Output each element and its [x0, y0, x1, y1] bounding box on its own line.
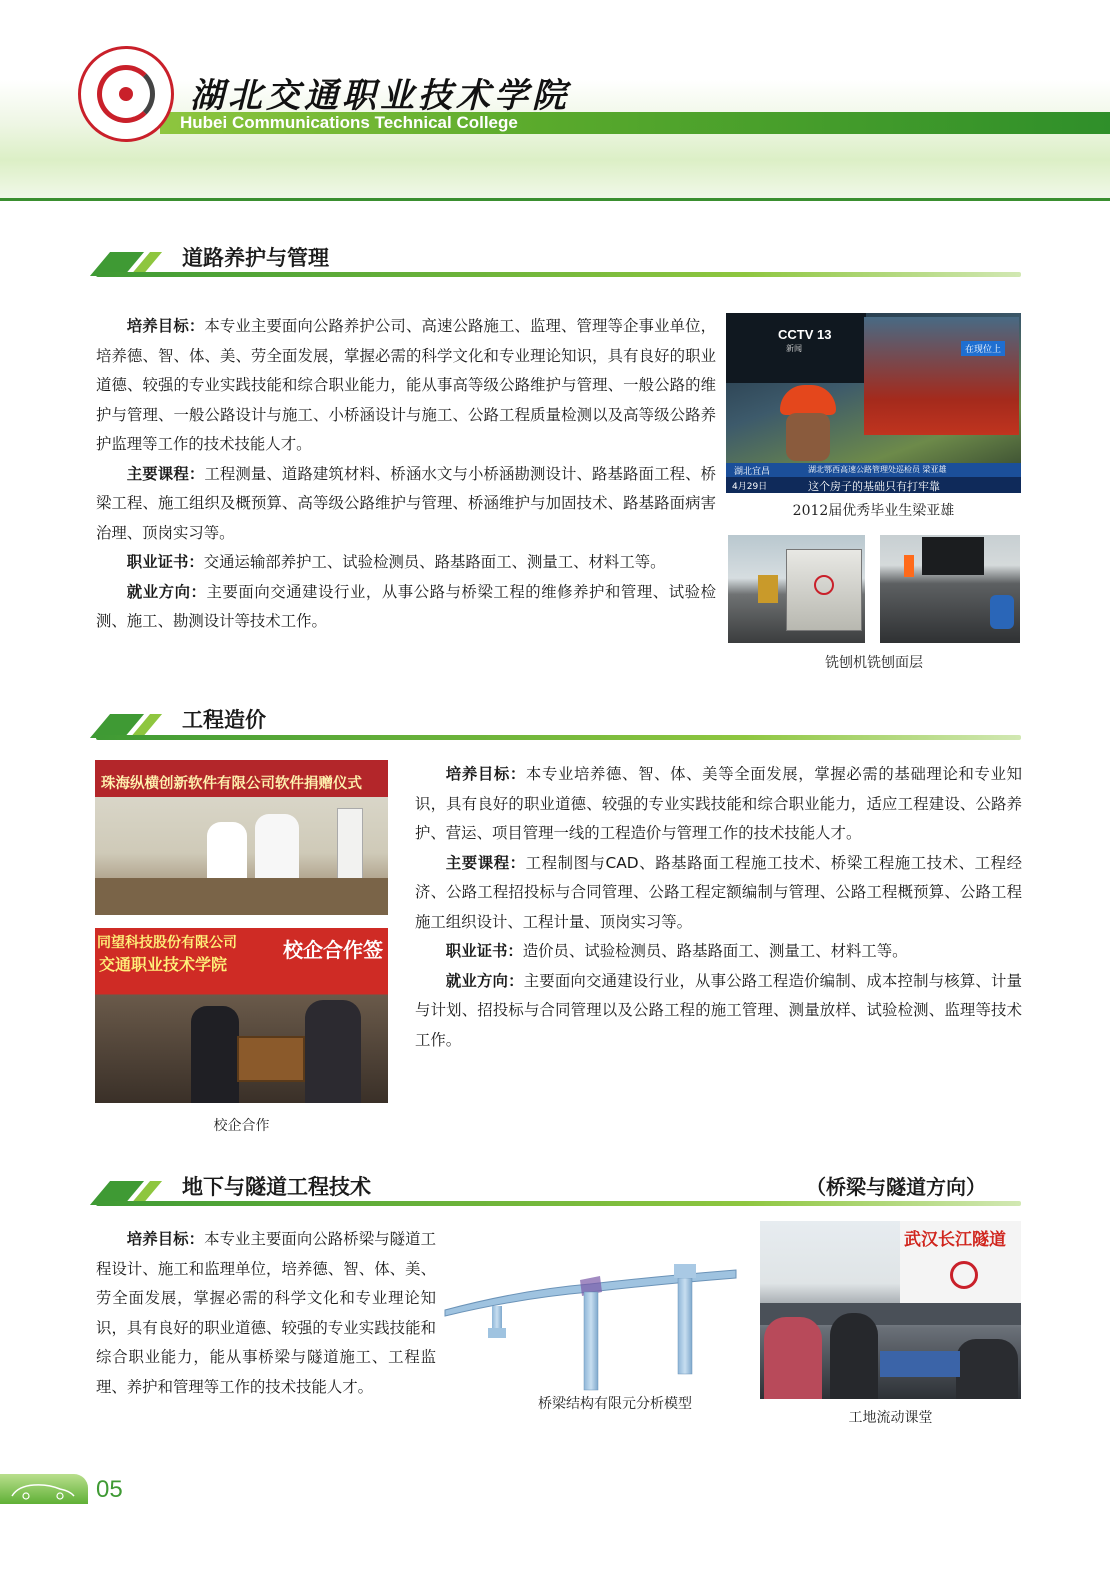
text: 本专业主要面向公路养护公司、高速公路施工、监理、管理等企事业单位，培养德、智、体、美、劳全面发展，掌握必需的科学文化和专业理论知识，具有良好的职业道德、较强的专业实践技能和综合职业能力，能从事高等级公路维护与管理、一般公路的维护与管理、一般公路设计与施工、小桥涵设计与施工、公路工程质量检测以及高等级公路养护监理等工作的技术技能人才。	[96, 317, 716, 453]
text: 交通运输部养护工、试验检测员、路基路面工、测量工、材料工等。	[203, 553, 666, 571]
text: 造价员、试验检测员、路基路面工、测量工、材料工等。	[522, 942, 908, 960]
label: 就业方向：	[126, 582, 207, 601]
table-cloth	[880, 1351, 960, 1377]
person-front-mid	[830, 1313, 878, 1399]
truck	[758, 575, 778, 603]
site-classroom-photo	[760, 1221, 1021, 1399]
car-icon	[8, 1480, 78, 1500]
header-rule	[0, 198, 1110, 201]
ceremony-photo-2	[95, 928, 388, 1103]
banner-text: 武汉长江隧道	[904, 1230, 1006, 1250]
section-rule	[96, 272, 1021, 277]
text: 工程制图与CAD、路基路面工程施工技术、桥梁工程施工技术、工程经济、公路工程招投标与合同管理、公路工程定额编制与管理、公路工程概预算、公路工程施工组织设计、工程计量、顶岗实习等。	[415, 853, 1022, 931]
section-title: 道路养护与管理	[182, 246, 329, 270]
banner-text: 校企合作签	[283, 938, 383, 962]
section-subtitle: （桥梁与隧道方向）	[806, 1175, 986, 1199]
person-front-right	[956, 1339, 1018, 1399]
inset-photo	[864, 317, 1019, 435]
milling-photo-1	[728, 535, 865, 643]
worker-kneeling	[990, 595, 1014, 629]
section-rule	[96, 735, 1021, 740]
school-name-en: Hubei Communications Technical College	[180, 113, 518, 132]
hardhat-icon	[780, 385, 836, 415]
news-photo	[726, 313, 1021, 493]
text: 工程测量、道路建筑材料、桥涵水文与小桥涵勘测设计、路基路面工程、桥梁工程、施工组织及概预算、高等级公路维护与管理、桥涵维护与加固技术、路基路面病害治理、顶岗实习等。	[96, 464, 716, 542]
section-rule	[96, 1201, 1021, 1206]
photo-caption: 工地流动课堂	[848, 1410, 933, 1426]
label: 培养目标：	[126, 317, 205, 335]
status-badge: 在现位上	[961, 341, 1005, 356]
text: 本专业培养德、智、体、美等全面发展，掌握必需的基础理论和专业知识，具有良好的职业道德、较强的专业实践技能和综合职业能力，适应工程建设、公路养护、营运、项目管理一线的工程造价与管理工作的技术技能人才。	[415, 765, 1022, 842]
banner-text: 交通职业技术学院	[99, 955, 228, 974]
section-body	[415, 760, 1022, 1055]
label: 职业证书：	[126, 553, 204, 571]
photo-caption: 2012届优秀毕业生梁亚雄	[792, 503, 955, 519]
machine-emblem-icon	[814, 575, 834, 595]
section-title: 地下与隧道工程技术	[182, 1175, 371, 1199]
paver-machine	[922, 537, 984, 575]
section-title: 工程造价	[182, 708, 266, 732]
label: 培养目标：	[126, 1230, 205, 1248]
person-1	[191, 1006, 239, 1103]
section-body	[96, 1225, 436, 1402]
person-2	[305, 1000, 361, 1103]
photo-caption: 铣刨机铣刨面层	[825, 655, 923, 671]
milling-photo-2	[880, 535, 1020, 643]
banner-text: 珠海纵横创新软件有限公司软件捐赠仪式	[101, 776, 362, 792]
cctv-logo: CCTV 13	[778, 327, 832, 342]
page-number: 05	[96, 1476, 123, 1503]
worker-vest	[904, 555, 914, 577]
person-front-left	[764, 1317, 822, 1399]
banner-text: 同望科技股份有限公司	[97, 935, 237, 951]
lower-third-location: 湖北宜昌	[734, 467, 771, 477]
photo-caption: 校企合作	[213, 1118, 270, 1134]
company-logo-icon	[950, 1261, 978, 1289]
lower-third-name: 湖北鄂西高速公路管理处巡检员 梁亚雄	[808, 465, 947, 474]
cctv-sub: 新闻	[786, 344, 802, 353]
text: 主要面向交通建设行业，从事公路工程造价编制、成本控制与核算、计量与计划、招投标与合同管理以及公路工程的施工管理、测量放样、试验检测、监理等技术工作。	[415, 971, 1022, 1049]
bridge-model-diagram	[440, 1262, 740, 1392]
text: 本专业主要面向公路桥梁与隧道工程设计、施工和监理单位，培养德、智、体、美、劳全面发展，掌握必需的科学文化和专业理论知识，具有良好的职业道德、较强的专业实践技能和综合职业能力，能从事桥梁与隧道施工、工程监理、养护和管理等工作的技术技能人才。	[96, 1230, 436, 1396]
ticker-text: 这个房子的基础只有打牢靠	[808, 480, 940, 493]
text: 主要面向交通建设行业，从事公路与桥梁工程的维修养护和管理、试验检测、施工、勘测设计等技术工作。	[96, 582, 716, 630]
school-name-cn: 湖北交通职业技术学院	[190, 76, 570, 116]
table	[95, 878, 388, 915]
label: 主要课程：	[126, 464, 205, 483]
label: 职业证书：	[445, 942, 523, 960]
worker-face	[786, 413, 830, 461]
college-logo	[78, 46, 174, 142]
ticker-date: 4月29日	[732, 482, 768, 492]
section-body	[96, 312, 716, 637]
plaque	[237, 1036, 305, 1082]
label: 就业方向：	[445, 971, 524, 990]
label: 培养目标：	[445, 765, 526, 783]
ceremony-photo-1	[95, 760, 388, 915]
logo-dot-icon	[119, 87, 133, 101]
diagram-caption: 桥梁结构有限元分析模型	[538, 1396, 692, 1412]
label: 主要课程：	[445, 853, 526, 872]
